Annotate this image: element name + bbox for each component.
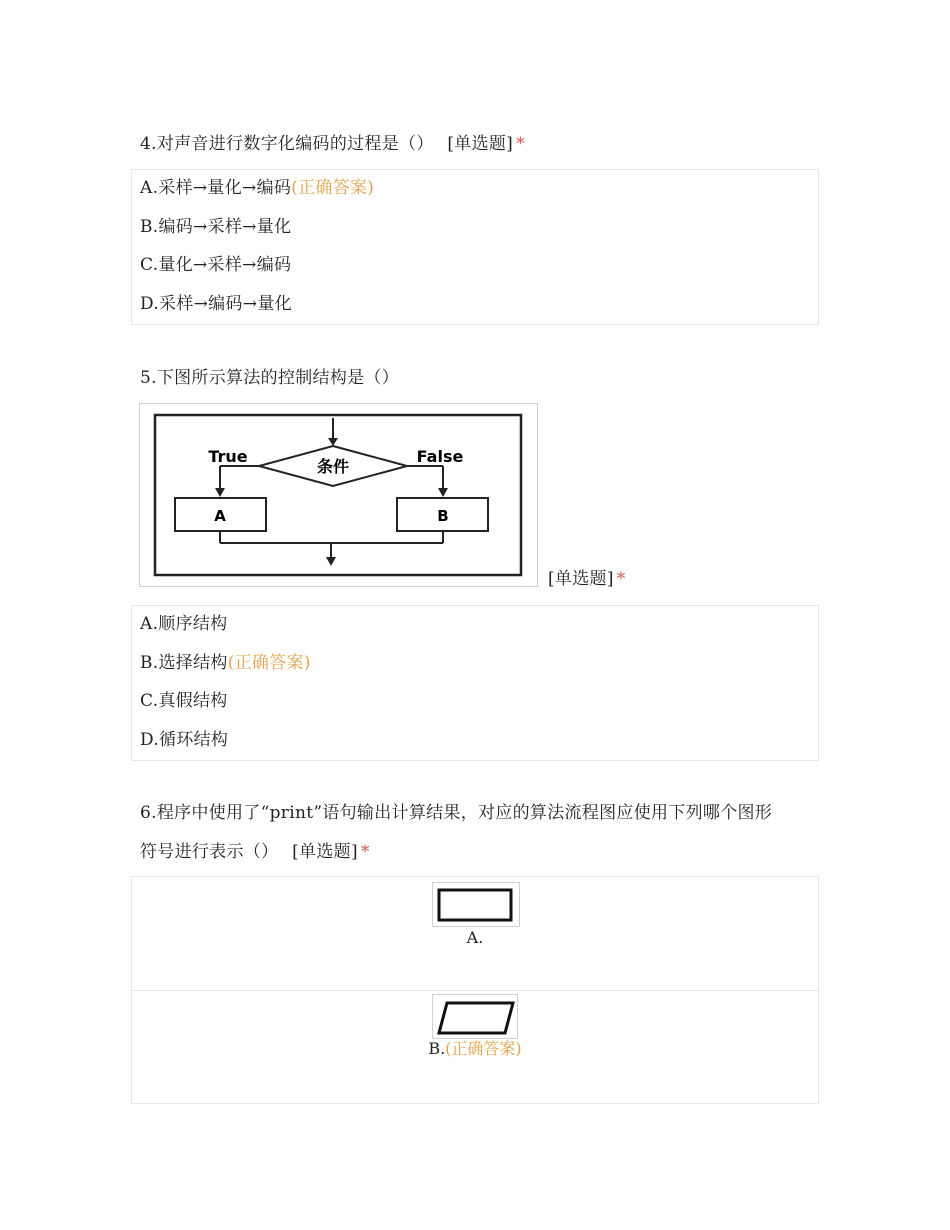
question-text: 5.下图所示算法的控制结构是（） [140, 368, 400, 388]
correct-answer-tag: (正确答案) [227, 653, 311, 673]
option-label: C.量化→采样→编码 [140, 255, 292, 275]
required-marker: * [616, 569, 626, 589]
option-c[interactable] [140, 255, 291, 275]
option-a[interactable] [140, 178, 374, 198]
true-label: True [208, 447, 248, 466]
option-label: A.顺序结构 [140, 614, 228, 634]
box-b-label: B [437, 507, 449, 525]
option-label: B.选择结构 [140, 653, 228, 673]
option-label: A. [466, 928, 484, 947]
flowchart-image [139, 403, 538, 587]
option-c[interactable] [140, 691, 228, 711]
question-6-line-2 [140, 842, 370, 862]
question-5-title [140, 368, 399, 388]
question-type-tag: [单选题] [447, 134, 514, 154]
option-label: A.采样→量化→编码 [140, 178, 292, 198]
question-4-options [131, 169, 819, 325]
parallelogram-shape-icon [433, 995, 517, 1038]
rectangle-shape-icon [433, 883, 519, 926]
option-a[interactable] [132, 877, 818, 990]
question-5-type [548, 569, 626, 589]
option-label: D.循环结构 [140, 730, 229, 750]
selection-structure-diagram [140, 404, 537, 586]
false-label: False [416, 447, 464, 466]
correct-answer-tag: (正确答案) [445, 1039, 522, 1058]
correct-answer-tag: (正确答案) [291, 178, 375, 198]
io-parallelogram-image [432, 994, 518, 1039]
question-text: 6.程序中使用了“print”语句输出计算结果，对应的算法流程图应使用下列哪个图形 [140, 803, 773, 823]
option-d[interactable] [140, 730, 228, 750]
question-type-tag: [单选题] [548, 569, 614, 589]
question-text: 符号进行表示（） [140, 842, 279, 862]
question-4-title [140, 134, 525, 154]
option-a[interactable] [140, 614, 227, 634]
option-label: B. [428, 1039, 446, 1058]
box-a-label: A [214, 507, 226, 525]
diagram-frame [155, 415, 521, 575]
question-5-options [131, 605, 819, 761]
required-marker: * [516, 134, 525, 154]
question-text: 4.对声音进行数字化编码的过程是（） [140, 134, 434, 154]
option-answer [132, 1039, 818, 1059]
question-6-options [131, 876, 819, 1104]
question-type-tag: [单选题] [292, 842, 358, 862]
option-label: C.真假结构 [140, 691, 228, 711]
condition-label: 条件 [316, 457, 350, 476]
option-b[interactable] [132, 990, 818, 1105]
option-label: D.采样→编码→量化 [140, 294, 292, 314]
option-b[interactable] [140, 217, 291, 237]
option-d[interactable] [140, 294, 292, 314]
question-6-line-1 [140, 803, 772, 823]
option-b[interactable] [140, 653, 311, 673]
option-label: B.编码→采样→量化 [140, 217, 292, 237]
required-marker: * [360, 842, 370, 862]
process-rectangle-image [432, 882, 520, 927]
